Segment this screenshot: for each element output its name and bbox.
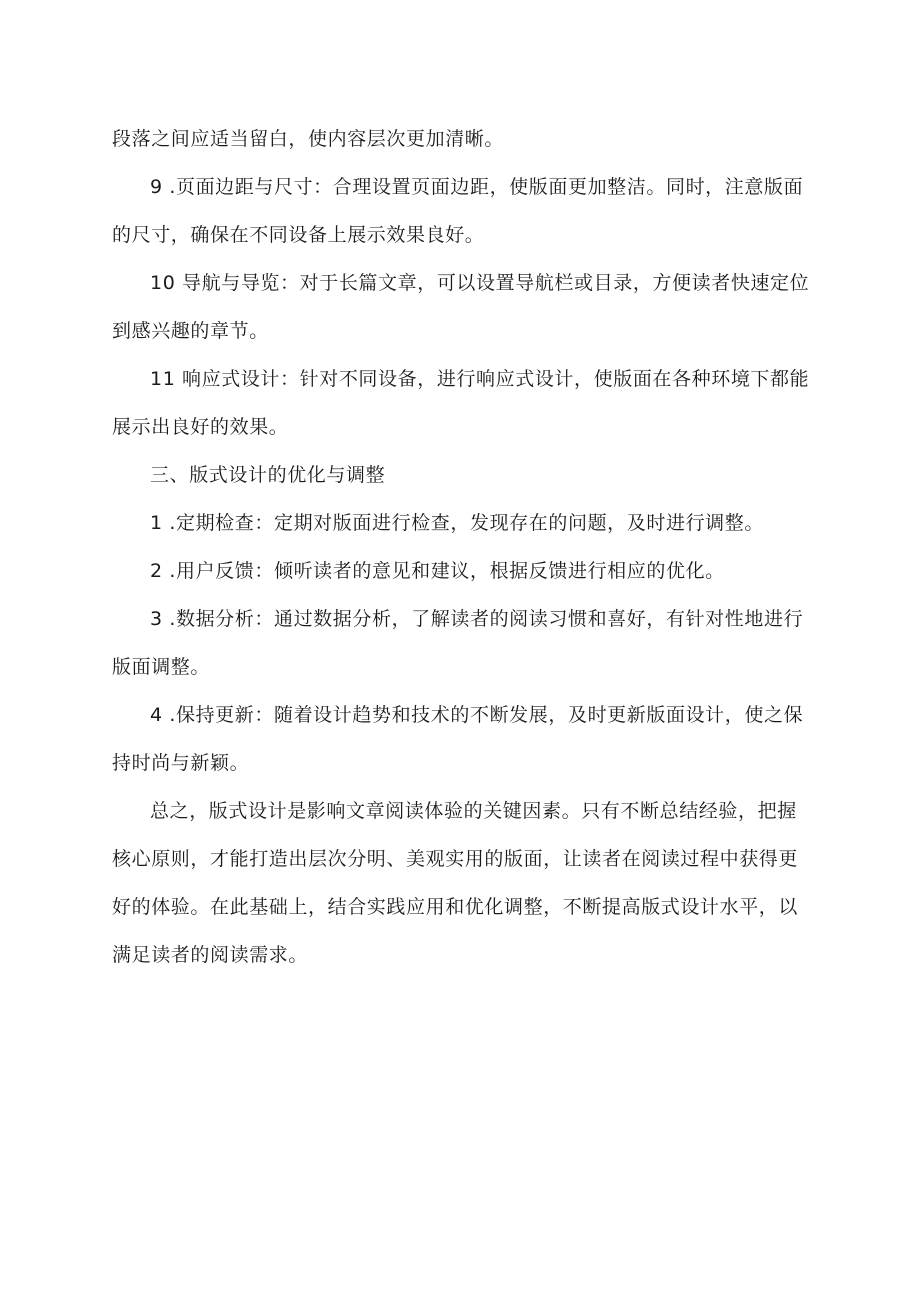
paragraph-item-4: 4 .保持更新：随着设计趋势和技术的不断发展，及时更新版面设计，使之保持时尚与新颖。 [112, 704, 804, 774]
paragraph-item-9: 9 .页面边距与尺寸：合理设置页面边距，使版面更加整洁。同时，注意版面的尺寸，确保在不同设备上展示效果良好。 [112, 176, 804, 246]
paragraph-conclusion: 总之，版式设计是影响文章阅读体验的关键因素。只有不断总结经验，把握核心原则，才能打造出层次分明、美观实用的版面，让读者在阅读过程中获得更好的体验。在此基础上，结合实践应用和优化调整，不断提高版式设计水平，以满足读者的阅读需求。 [112, 800, 799, 966]
paragraph-item-1: 1 .定期检查：定期对版面进行检查，发现存在的问题，及时进行调整。 [150, 512, 764, 534]
paragraph-continuation: 段落之间应适当留白，使内容层次更加清晰。 [112, 128, 505, 150]
paragraph-item-3: 3 .数据分析：通过数据分析，了解读者的阅读习惯和喜好，有针对性地进行版面调整。 [112, 608, 804, 678]
paragraph-item-11: 11 响应式设计：针对不同设备，进行响应式设计，使版面在各种环境下都能展示出良好的效果。 [112, 368, 810, 438]
paragraph-item-10: 10 导航与导览：对于长篇文章，可以设置导航栏或目录，方便读者快速定位到感兴趣的章节。 [112, 272, 810, 342]
paragraph-item-2: 2 .用户反馈：倾听读者的意见和建议，根据反馈进行相应的优化。 [150, 560, 725, 582]
section-heading: 三、版式设计的优化与调整 [150, 464, 386, 486]
